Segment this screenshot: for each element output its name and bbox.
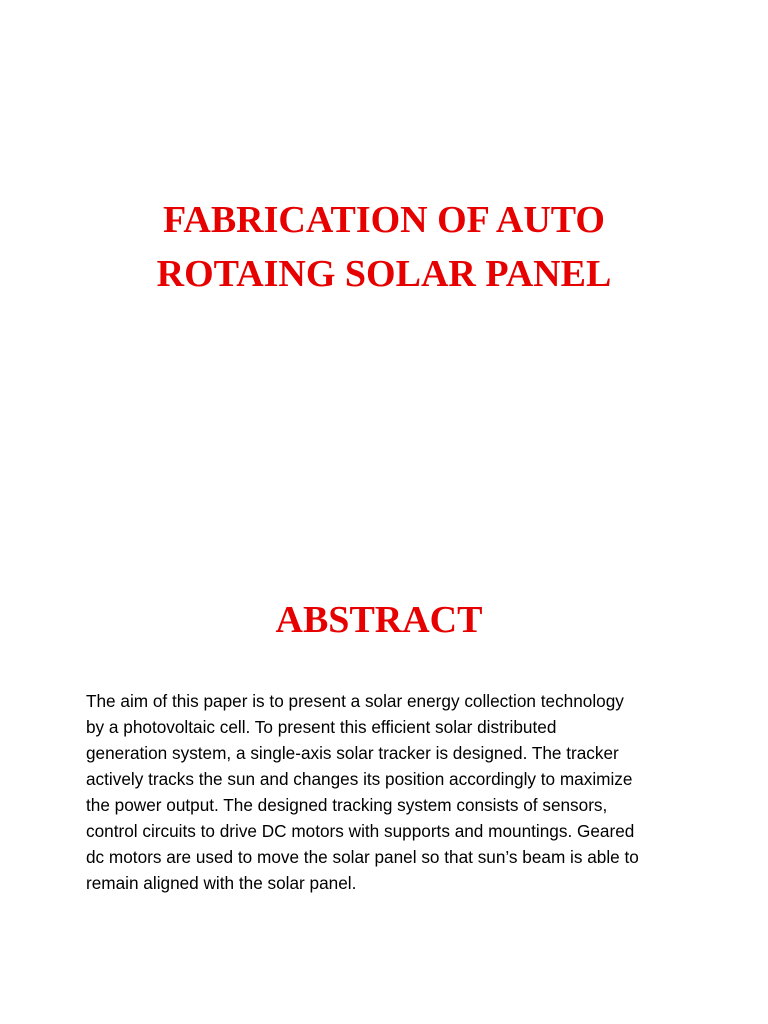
abstract-line: the power output. The designed tracking system consists of sensors, (86, 795, 608, 815)
abstract-line: dc motors are used to move the solar panel so that sun’s beam is able to (86, 847, 639, 867)
abstract-line: control circuits to drive DC motors with supports and mountings. Geared (86, 821, 635, 841)
abstract-line: actively tracks the sun and changes its position accordingly to maximize (86, 769, 633, 789)
title-line-1: FABRICATION OF AUTO (163, 199, 605, 241)
document-title (0, 193, 768, 301)
abstract-line: remain aligned with the solar panel. (86, 873, 357, 893)
abstract-line: by a photovoltaic cell. To present this efficient solar distributed (86, 717, 557, 737)
title-line-2: ROTAING SOLAR PANEL (156, 253, 612, 295)
abstract-line: The aim of this paper is to present a solar energy collection technology (86, 691, 624, 711)
abstract-line: generation system, a single-axis solar tracker is designed. The tracker (86, 743, 619, 763)
abstract-heading: ABSTRACT (275, 599, 483, 641)
abstract-paragraph (86, 688, 736, 896)
